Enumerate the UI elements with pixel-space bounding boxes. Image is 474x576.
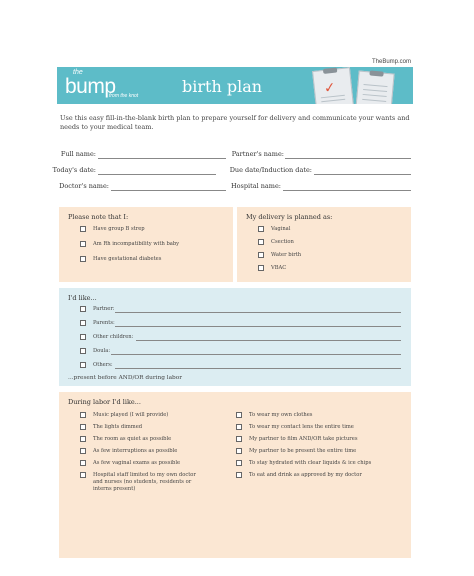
medical-notes-box: [59, 207, 233, 282]
support-people-title: I'd like...: [68, 294, 97, 302]
page-title: birth plan: [182, 77, 263, 96]
header-banner: [57, 67, 413, 104]
checkbox[interactable]: [236, 412, 242, 418]
doctor-name-field[interactable]: [111, 190, 226, 191]
checkbox[interactable]: [236, 472, 242, 478]
checkbox[interactable]: [80, 320, 86, 326]
list-item: Vaginal: [271, 226, 291, 232]
hospital-name-field[interactable]: [283, 190, 411, 191]
list-item: My partner to film AND/OR take pictures: [249, 436, 358, 442]
list-item: Csection: [271, 239, 294, 245]
logo-tagline: from the knot: [109, 93, 139, 99]
list-item: Hospital staff limited to my own doctor: [93, 472, 196, 478]
clipboard-icon: [355, 71, 394, 104]
full-name-field[interactable]: [98, 158, 226, 159]
list-item: Music played (I will provide): [93, 412, 169, 418]
labor-preferences-title: During labor I'd like...: [68, 398, 141, 406]
list-item: Partner:: [93, 306, 115, 312]
checkbox[interactable]: [80, 362, 86, 368]
list-item: Water birth: [271, 252, 302, 258]
checkbox[interactable]: [236, 436, 242, 442]
checkbox[interactable]: [258, 239, 264, 245]
clipboard-icon: [312, 67, 354, 104]
list-item: Doula:: [93, 348, 111, 354]
list-item: The lights dimmed: [93, 424, 143, 430]
checkbox[interactable]: [258, 252, 264, 258]
list-item: As few interruptions as possible: [93, 448, 178, 454]
list-item: To eat and drink as approved by my doctor: [249, 472, 362, 478]
site-url[interactable]: TheBump.com: [371, 59, 411, 65]
partner-name-field[interactable]: [285, 158, 411, 159]
checkbox[interactable]: [80, 256, 86, 262]
checkbox[interactable]: [80, 241, 86, 247]
checkbox[interactable]: [80, 226, 86, 232]
checkbox[interactable]: [80, 424, 86, 430]
checkbox[interactable]: [236, 448, 242, 454]
checkbox[interactable]: [80, 448, 86, 454]
checkmark-icon: ✓: [323, 79, 337, 97]
support-people-box: [59, 288, 411, 386]
medical-notes-title: Please note that I:: [68, 213, 129, 221]
list-item-continued: interns present): [93, 486, 136, 492]
logo-the: the: [73, 69, 83, 76]
delivery-plan-title: My delivery is planned as:: [246, 213, 333, 221]
list-item: Parents:: [93, 320, 115, 326]
support-people-footer: ...present before AND/OR during labor: [68, 375, 183, 381]
list-item: To stay hydrated with clear liquids & ice chips: [249, 460, 372, 466]
parents-field[interactable]: [115, 326, 401, 327]
checkbox[interactable]: [258, 265, 264, 271]
list-item: To wear my contact lens the entire time: [249, 424, 354, 430]
list-item-continued: and nurses (no students, residents or: [93, 479, 192, 485]
list-item: Have gestational diabetes: [93, 256, 162, 262]
checkbox[interactable]: [80, 460, 86, 466]
list-item: Am Rh incompatibility with baby: [93, 241, 180, 247]
checkbox[interactable]: [80, 334, 86, 340]
birth-plan-page: TheBump.com the bump from the knot birth plan ✓ Use this easy fill-in-the-blank birth plan to prepare yourself for delivery and communicate your wants and needs to your medical team. Full name: Partner's name: Today's date: Due date/Induction date: Doctor's name: Hospital name: Please note that I: Have group B strep Am Rh incompatibility with baby Have gestational diabetes My delivery is planned as: Vaginal Csection Water birth VBAC I'd like... Partner: Parents: Other children: Doula: Others: ...present before AND/OR during labor During labor I'd like... Music played (I will provide) The lights dimmed The room as quiet as possible As few interruptions as possible As few vaginal exams as possible Hospital staff limited to my own doctor and nurses (no students, residents or interns present) To wear my own clothes To wear my contact lens the entire time My partner to film AND/OR take pictures My partner to be present the entire time To stay hydrated with clear liquids & ice chips To eat and drink as approved by my doctor: [57, 58, 413, 558]
checkbox[interactable]: [80, 436, 86, 442]
doula-field[interactable]: [111, 354, 401, 355]
delivery-plan-box: [237, 207, 411, 282]
checkbox[interactable]: [80, 472, 86, 478]
list-item: Have group B strep: [93, 226, 145, 232]
checkbox[interactable]: [80, 306, 86, 312]
checkbox[interactable]: [236, 424, 242, 430]
logo-bump: bump: [65, 75, 116, 98]
partner-field[interactable]: [115, 312, 401, 313]
checkbox[interactable]: [258, 226, 264, 232]
list-item: The room as quiet as possible: [93, 436, 172, 442]
checkbox[interactable]: [80, 412, 86, 418]
list-item: VBAC: [271, 265, 287, 271]
checkbox[interactable]: [80, 348, 86, 354]
intro-text: Use this easy fill-in-the-blank birth plan to prepare yourself for delivery and communicate your wants and needs to your medical team.: [60, 114, 410, 131]
due-date-field[interactable]: [314, 174, 411, 175]
list-item: As few vaginal exams as possible: [93, 460, 181, 466]
list-item: To wear my own clothes: [249, 412, 313, 418]
checkbox[interactable]: [236, 460, 242, 466]
labor-preferences-box: [59, 392, 411, 558]
others-field[interactable]: [115, 368, 401, 369]
list-item: Others:: [93, 362, 113, 368]
todays-date-field[interactable]: [98, 174, 216, 175]
list-item: Other children:: [93, 334, 134, 340]
other-children-field[interactable]: [136, 340, 401, 341]
list-item: My partner to be present the entire time: [249, 448, 357, 454]
